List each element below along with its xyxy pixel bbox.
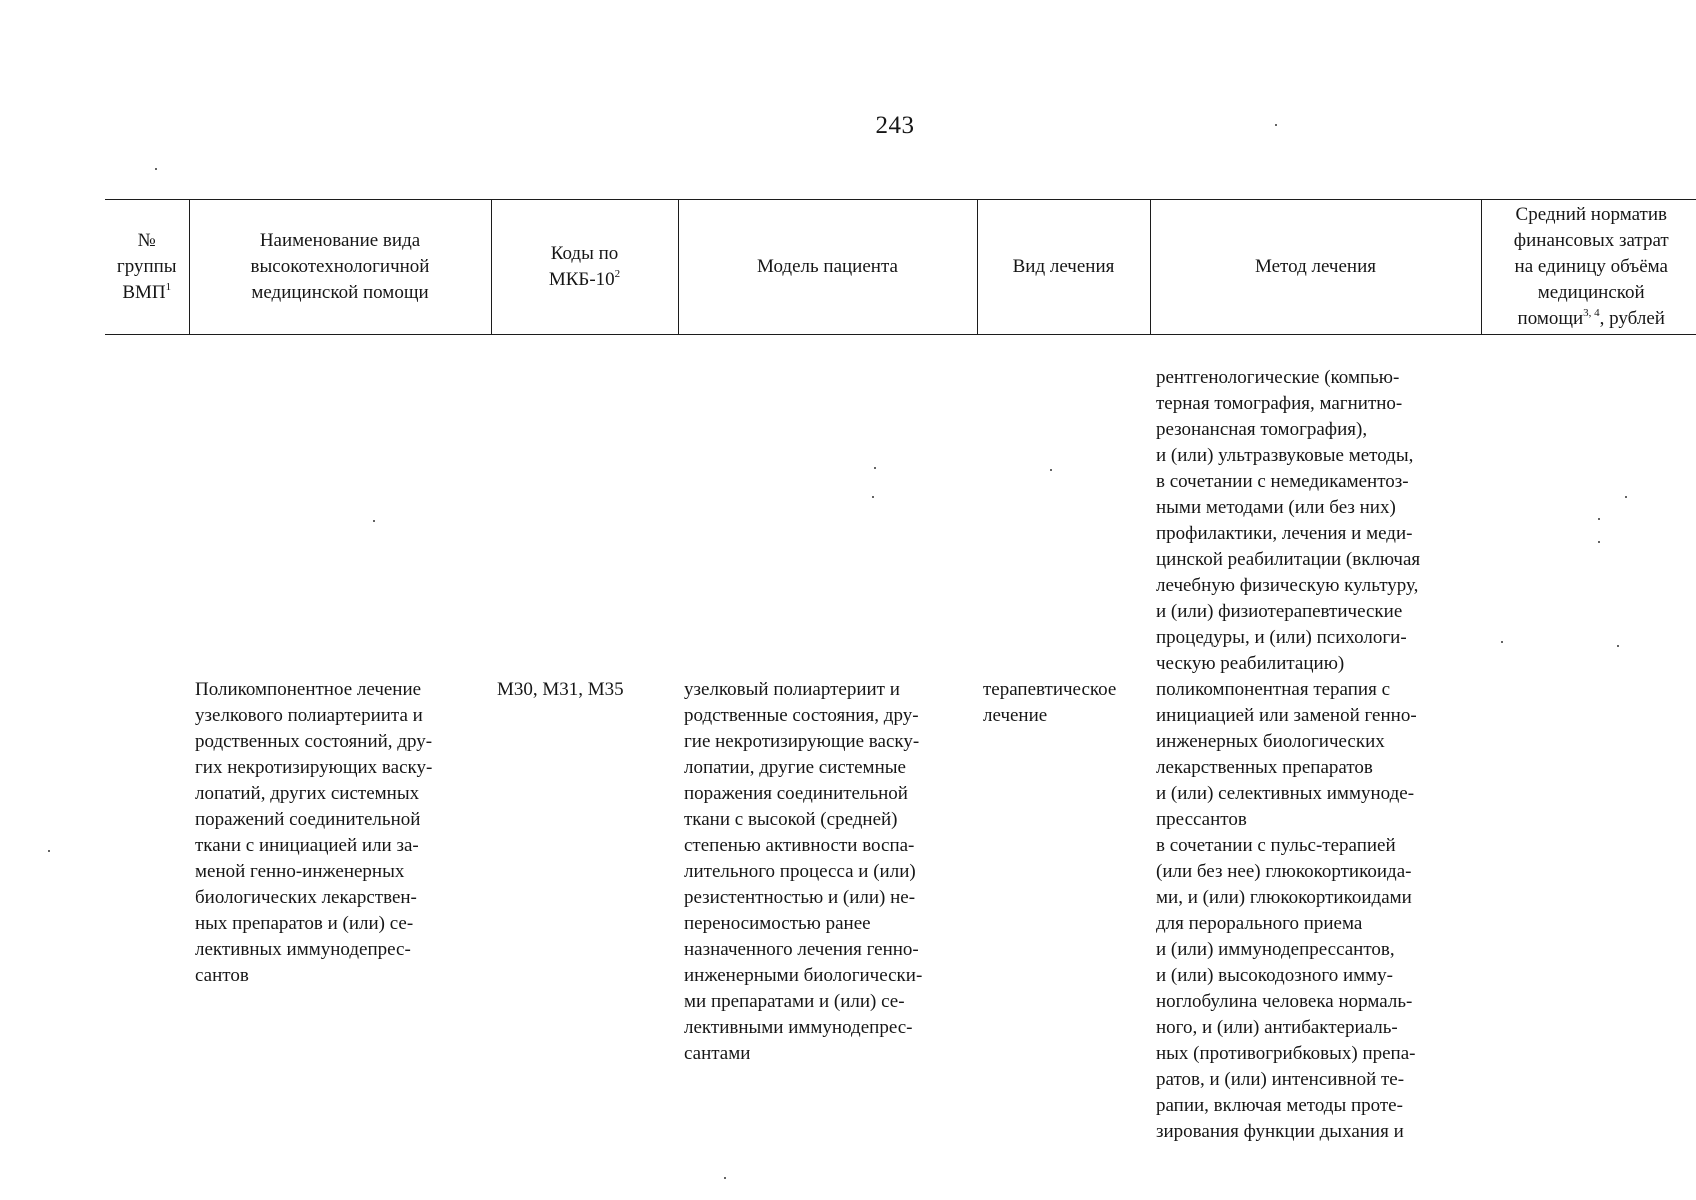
header-treatment-method: Метод лечения xyxy=(1150,200,1481,335)
text-line: и (или) физиотерапевтические xyxy=(1156,601,1403,622)
scan-speck xyxy=(872,496,874,498)
continuation-row xyxy=(105,365,1696,677)
text-line: цинской реабилитации (включая xyxy=(1156,549,1421,570)
scan-speck xyxy=(373,520,375,522)
text-line: рапии, включая методы проте- xyxy=(1156,1095,1403,1116)
header-group-number: № группы ВМП$^1$ xyxy=(105,200,189,335)
text-line: ткани с высокой (средней) xyxy=(684,809,898,830)
text-line: прессантов xyxy=(1156,809,1247,830)
text-line: инженерных биологических xyxy=(1156,731,1385,752)
text-line: терная томография, магнитно- xyxy=(1156,393,1403,414)
group-number-cell xyxy=(105,677,189,1145)
text-line: ных (противогрибковых) препа- xyxy=(1156,1043,1416,1064)
text-line: сантами xyxy=(684,1043,751,1064)
text-line: лопатий, других системных xyxy=(195,783,420,804)
continuation-empty-cell xyxy=(678,365,977,677)
text-line: и (или) высокодозного имму- xyxy=(1156,965,1393,986)
text-line: лечение xyxy=(983,705,1048,726)
continuation-empty-cell xyxy=(1481,365,1696,677)
scan-speck xyxy=(155,168,157,170)
header-care-type-name: Наименование вида высокотехнологичной медицинской помощи xyxy=(189,200,491,335)
text-line: для перорального приема xyxy=(1156,913,1363,934)
text-line: сантов xyxy=(195,965,249,986)
scan-speck xyxy=(1598,541,1600,543)
text-line: и (или) ультразвуковые методы, xyxy=(1156,445,1414,466)
continuation-empty-cell xyxy=(105,365,189,677)
text-line: профилактики, лечения и меди- xyxy=(1156,523,1413,544)
care-type-name-cell xyxy=(189,677,491,1145)
scan-speck xyxy=(1275,124,1277,126)
table-header-row xyxy=(105,200,1696,335)
text-line: степенью активности воспа- xyxy=(684,835,915,856)
text-line: поражений соединительной xyxy=(195,809,421,830)
text-line: переносимостью ранее xyxy=(684,913,871,934)
text-line: ткани с инициацией или за- xyxy=(195,835,419,856)
page-number: 243 xyxy=(875,112,915,139)
text-line: гие некротизирующие васку- xyxy=(684,731,920,752)
text-line: лекарственных препаратов xyxy=(1156,757,1373,778)
text-line: ми препаратами и (или) се- xyxy=(684,991,905,1012)
text-line: ми, и (или) глюкокортикоидами xyxy=(1156,887,1412,908)
text-line: инженерными биологически- xyxy=(684,965,923,986)
text-line: назначенного лечения генно- xyxy=(684,939,919,960)
scan-speck xyxy=(1625,496,1627,498)
text-line: узелковый полиартериит и xyxy=(684,679,900,700)
text-line: Поликомпонентное лечение xyxy=(195,679,422,700)
text-line: инициацией или заменой генно- xyxy=(1156,705,1417,726)
continuation-method-cell xyxy=(1150,365,1481,677)
text-line: лопатии, другие системные xyxy=(684,757,906,778)
text-line: терапевтическое xyxy=(983,679,1117,700)
scan-speck xyxy=(724,1177,726,1179)
text-line: лительного процесса и (или) xyxy=(684,861,916,882)
text-line: процедуры, и (или) психологи- xyxy=(1156,627,1407,648)
text-line: ного, и (или) антибактериаль- xyxy=(1156,1017,1398,1038)
treatment-type-cell xyxy=(977,677,1150,1145)
text-line: поражения соединительной xyxy=(684,783,908,804)
header-icd-codes: Коды по МКБ-$10^2$ xyxy=(491,200,678,335)
text-line: ных препаратов и (или) се- xyxy=(195,913,414,934)
text-line: в сочетании с немедикаментоз- xyxy=(1156,471,1409,492)
text-line: ратов, и (или) интенсивной те- xyxy=(1156,1069,1405,1090)
header-average-cost: Средний норматив финансовых затрат на единицу объёма медицинской помощи$^{3, 4}$, рублей xyxy=(1481,200,1696,335)
table-row xyxy=(105,677,1696,1145)
continuation-empty-cell xyxy=(189,365,491,677)
text-line: ческую реабилитацию) xyxy=(1156,653,1345,674)
patient-model-cell xyxy=(678,677,977,1145)
text-line: рентгенологические (компью- xyxy=(1156,367,1400,388)
header-treatment-type: Вид лечения xyxy=(977,200,1150,335)
header-patient-model: Модель пациента xyxy=(678,200,977,335)
text-line: гих некротизирующих васку- xyxy=(195,757,433,778)
scan-speck xyxy=(1050,469,1052,471)
text-line: родственные состояния, дру- xyxy=(684,705,919,726)
text-line: и (или) иммунодепрессантов, xyxy=(1156,939,1395,960)
text-line: узелкового полиартериита и xyxy=(195,705,423,726)
continuation-empty-cell xyxy=(491,365,678,677)
text-line: биологических лекарствен- xyxy=(195,887,417,908)
spacer-row xyxy=(105,335,1696,366)
text-line: ными методами (или без них) xyxy=(1156,497,1396,518)
continuation-empty-cell xyxy=(977,365,1150,677)
text-line: резонансная томография), xyxy=(1156,419,1368,440)
text-line: родственных состояний, дру- xyxy=(195,731,433,752)
text-line: меной генно-инженерных xyxy=(195,861,405,882)
text-line: зирования функции дыхания и xyxy=(1156,1121,1404,1142)
scan-speck xyxy=(48,850,50,852)
text-line: (или без нее) глюкокортикоида- xyxy=(1156,861,1412,882)
scan-speck xyxy=(1501,641,1503,643)
text-line: лечебную физическую культуру, xyxy=(1156,575,1419,596)
text-line: в сочетании с пульс-терапией xyxy=(1156,835,1396,856)
average-cost-cell xyxy=(1481,677,1696,1145)
scan-speck xyxy=(874,467,876,469)
icd-codes-cell: M30, M31, M35 xyxy=(497,679,624,700)
treatment-method-cell xyxy=(1150,677,1481,1145)
text-line: ноглобулина человека нормаль- xyxy=(1156,991,1413,1012)
vmp-table xyxy=(105,199,1696,1145)
text-line: поликомпонентная терапия с xyxy=(1156,679,1391,700)
scan-speck xyxy=(1617,645,1619,647)
scan-speck xyxy=(1598,518,1600,520)
text-line: резистентностью и (или) не- xyxy=(684,887,916,908)
text-line: и (или) селективных иммуноде- xyxy=(1156,783,1415,804)
text-line: лективными иммунодепрес- xyxy=(684,1017,913,1038)
text-line: лективных иммунодепрес- xyxy=(195,939,411,960)
